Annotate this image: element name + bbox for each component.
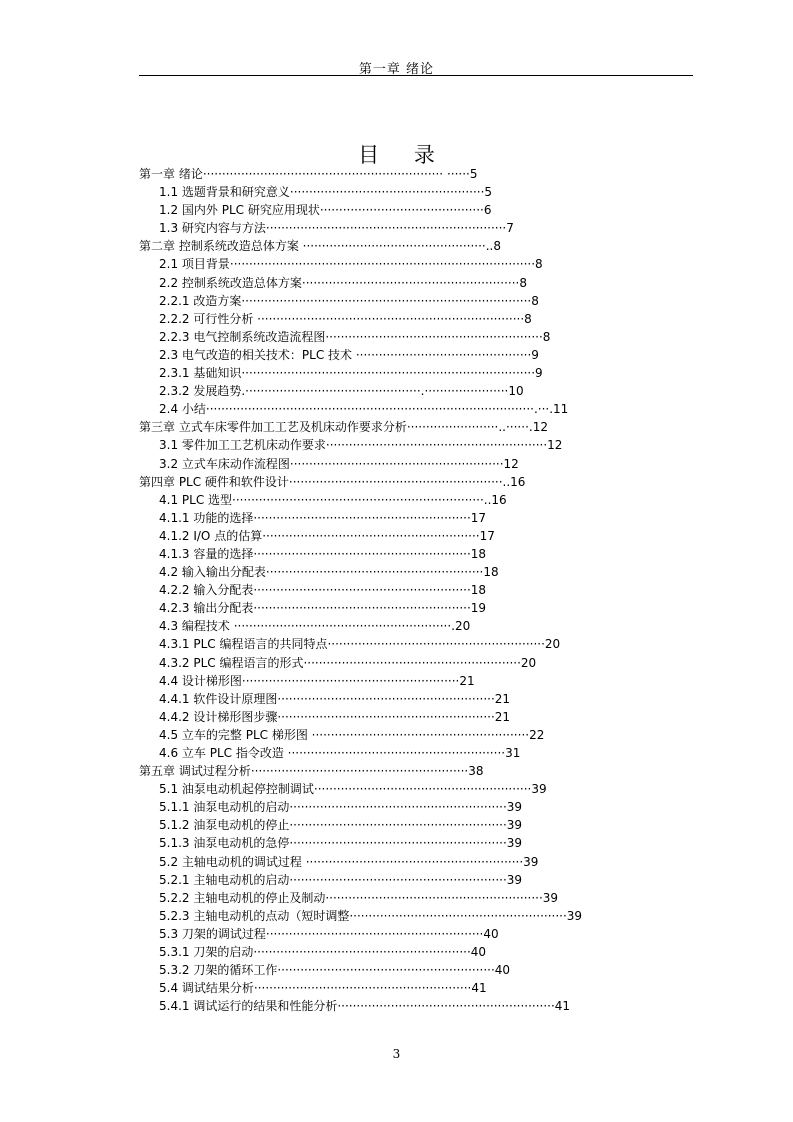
- toc-section-entry[interactable]: 5.4 调试结果分析·························································41: [159, 981, 487, 996]
- toc-section-entry[interactable]: 5.2.2 主轴电动机的停止及制动·························································39: [159, 890, 559, 905]
- toc-section-entry[interactable]: 2.2.3 电气控制系统改造流程图·························································8: [159, 329, 551, 344]
- toc-section-entry[interactable]: 5.3 刀架的调试过程·························································40: [159, 926, 499, 941]
- toc-section-entry[interactable]: 4.4.2 设计梯形图步骤·························································21: [159, 709, 511, 724]
- toc-section-entry[interactable]: 5.1.1 油泵电动机的启动·························································39: [159, 800, 523, 815]
- toc-section-entry[interactable]: 2.2 控制系统改造总体方案·························································8: [159, 275, 527, 290]
- toc-section-entry[interactable]: 2.2.2 可行性分析 ······································································8: [159, 311, 532, 326]
- toc-section-entry[interactable]: 4.1.2 I/O 点的估算·························································17: [159, 528, 495, 543]
- toc-section-entry[interactable]: 4.2 输入输出分配表·························································18: [159, 565, 499, 580]
- toc-section-entry[interactable]: 4.3 编程技术 ·························································.20: [159, 619, 471, 634]
- toc-section-entry[interactable]: 1.2 国内外 PLC 研究应用现状···········································6: [159, 203, 492, 218]
- header-rule: [139, 75, 693, 76]
- toc-section-entry[interactable]: 4.3.2 PLC 编程语言的形式·························································20: [159, 655, 537, 670]
- toc-title: 目 录: [358, 143, 449, 167]
- toc-section-entry[interactable]: 5.1.2 油泵电动机的停止·························································39: [159, 818, 523, 833]
- toc-section-entry[interactable]: 5.1.3 油泵电动机的急停·························································39: [159, 836, 523, 851]
- toc-section-entry[interactable]: 4.4.1 软件设计原理图·························································21: [159, 691, 511, 706]
- toc-section-entry[interactable]: 4.1.1 功能的选择·························································17: [159, 510, 487, 525]
- toc-chapter-entry[interactable]: 第三章 立式车床零件加工工艺及机床动作要求分析························..······.12: [139, 420, 548, 435]
- toc-chapter-entry[interactable]: 第五章 调试过程分析·························································38: [139, 764, 484, 779]
- toc-section-entry[interactable]: 4.1 PLC 选型··································································..16: [159, 492, 507, 507]
- toc-section-entry[interactable]: 5.3.1 刀架的启动·························································40: [159, 945, 487, 960]
- toc-section-entry[interactable]: 3.2 立式车床动作流程图························································12: [159, 456, 519, 471]
- toc-chapter-entry[interactable]: 第一章 绪论······························································· ······5: [139, 167, 478, 181]
- toc-section-entry[interactable]: 4.2.2 输入分配表·························································18: [159, 583, 487, 598]
- toc-section-entry[interactable]: 1.1 选题背景和研究意义···················································5: [159, 185, 493, 200]
- toc-section-entry[interactable]: 5.1 油泵电动机起停控制调试·························································39: [159, 782, 547, 797]
- toc-section-entry[interactable]: 5.2 主轴电动机的调试过程 ·························································39: [159, 854, 539, 869]
- toc-section-entry[interactable]: 4.1.3 容量的选择·························································18: [159, 546, 487, 561]
- toc-section-entry[interactable]: 4.6 立车 PLC 指令改造 ·························································31: [159, 746, 521, 760]
- toc-section-entry[interactable]: 2.3 电气改造的相关技术：PLC 技术 ··············································9: [159, 347, 539, 362]
- toc-section-entry[interactable]: 2.2.1 改造方案············································································8: [159, 293, 539, 308]
- page-number: 3: [392, 1047, 401, 1061]
- toc-section-entry[interactable]: 5.2.3 主轴电动机的点动（短时调整·························································39: [159, 908, 583, 923]
- table-of-contents: [139, 165, 657, 1015]
- toc-section-entry[interactable]: 2.3.1 基础知识·············································································9: [159, 366, 543, 381]
- toc-section-entry[interactable]: 4.3.1 PLC 编程语言的共同特点·························································20: [159, 637, 561, 652]
- toc-section-entry[interactable]: 2.4 小结······················································································.···.11: [159, 402, 569, 417]
- toc-section-entry[interactable]: 5.3.2 刀架的循环工作·························································40: [159, 963, 511, 978]
- toc-section-entry[interactable]: 2.1 项目背景················································································8: [159, 257, 543, 272]
- toc-section-entry[interactable]: 5.2.1 主轴电动机的启动·························································39: [159, 872, 523, 887]
- toc-chapter-entry[interactable]: 第二章 控制系统改造总体方案 ················································..8: [139, 239, 501, 254]
- toc-chapter-entry[interactable]: 第四章 PLC 硬件和软件设计························································..16: [139, 474, 526, 489]
- toc-section-entry[interactable]: 4.4 设计梯形图·························································21: [159, 673, 475, 688]
- toc-section-entry[interactable]: 2.3.2 发展趋势.··············································.······················10: [159, 384, 524, 399]
- toc-section-entry[interactable]: 3.1 零件加工工艺机床动作要求··························································12: [159, 438, 563, 453]
- toc-section-entry[interactable]: 4.2.3 输出分配表·························································19: [159, 601, 487, 616]
- running-header: 第一章 绪论: [358, 62, 435, 77]
- toc-section-entry[interactable]: 4.5 立车的完整 PLC 梯形图 ·························································22: [159, 727, 545, 742]
- toc-section-entry[interactable]: 5.4.1 调试运行的结果和性能分析·························································41: [159, 999, 571, 1014]
- toc-section-entry[interactable]: 1.3 研究内容与方法·······························································7: [159, 221, 514, 236]
